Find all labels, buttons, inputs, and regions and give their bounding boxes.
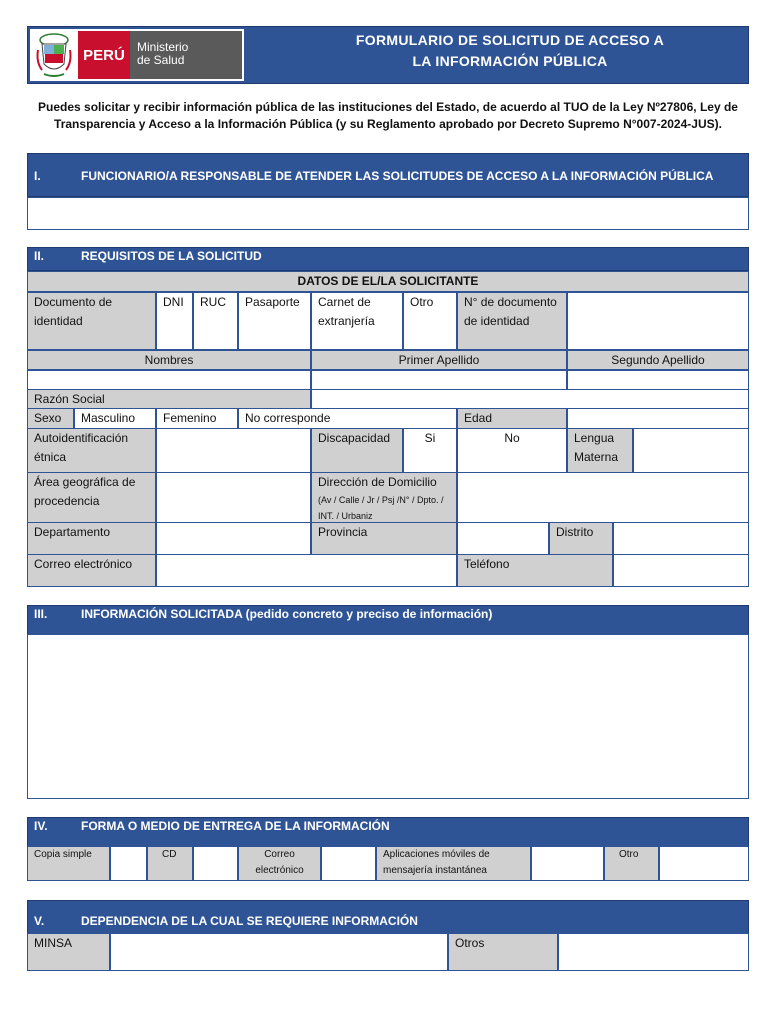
cd-checkbox[interactable]	[193, 846, 238, 881]
correo-label	[27, 554, 156, 587]
section-2-title: REQUISITOS DE LA SOLICITUD	[81, 249, 262, 263]
otros-label-text: Otros	[455, 936, 485, 950]
direccion-label	[311, 472, 457, 523]
applicant-data-title	[27, 271, 749, 292]
lengua-materna-field[interactable]	[633, 428, 749, 473]
copia-simple-checkbox[interactable]	[110, 846, 147, 881]
section-3-number: III.	[34, 607, 48, 621]
discapacidad-si-option[interactable]	[403, 428, 457, 473]
lengua-materna-label-text: Lengua Materna	[574, 431, 619, 464]
area-geografica-label-text: Área geográfica de procedencia	[34, 475, 136, 508]
form-title-line-1: FORMULARIO DE SOLICITUD DE ACCESO A	[355, 32, 665, 48]
otro-entrega-label-text: Otro	[619, 849, 639, 860]
distrito-label-text: Distrito	[556, 525, 594, 539]
section-5-number: V.	[34, 914, 45, 928]
minsa-label-text: MINSA	[34, 936, 73, 950]
section-4-number: IV.	[34, 819, 48, 833]
minsa-label	[27, 933, 110, 971]
segundo-apellido-label: Segundo Apellido	[611, 353, 705, 367]
doc-number-label-text: N° de documento de identidad	[464, 295, 557, 328]
correo-entrega-checkbox[interactable]	[321, 846, 376, 881]
otro-entrega-field[interactable]	[659, 846, 749, 881]
lengua-materna-label	[567, 428, 633, 473]
primer-apellido-field[interactable]	[311, 370, 567, 390]
razon-social-field[interactable]	[311, 389, 749, 409]
telefono-label	[457, 554, 613, 587]
pasaporte-label: Pasaporte	[245, 295, 300, 309]
telefono-label-text: Teléfono	[464, 557, 510, 571]
distrito-field[interactable]	[613, 522, 749, 555]
otros-field[interactable]	[558, 933, 749, 971]
section-1-number: I.	[34, 169, 41, 183]
femenino-label: Femenino	[163, 411, 217, 425]
razon-social-label-text: Razón Social	[34, 392, 105, 406]
discapacidad-label-text: Discapacidad	[318, 431, 391, 445]
apps-label-text: Aplicaciones móviles de mensajería instantánea	[383, 849, 490, 876]
minsa-field[interactable]	[110, 933, 448, 971]
segundo-apellido-header	[567, 350, 749, 370]
si-label: Si	[424, 431, 436, 445]
dni-option[interactable]	[156, 292, 193, 350]
no-label: No	[504, 431, 520, 445]
correo-entrega-label-text: Correo electrónico	[255, 849, 304, 876]
telefono-field[interactable]	[613, 554, 749, 587]
nombres-field[interactable]	[27, 370, 311, 390]
pasaporte-option[interactable]	[238, 292, 311, 350]
masculino-label: Masculino	[81, 411, 136, 425]
direccion-field[interactable]	[457, 472, 749, 523]
edad-label-text: Edad	[464, 411, 493, 425]
requested-info-textarea[interactable]	[27, 634, 749, 799]
section-1-title: FUNCIONARIO/A RESPONSABLE DE ATENDER LAS SOLICITUDES DE ACCESO A LA INFORMACIÓN PÚBLICA	[81, 169, 714, 183]
edad-label	[457, 408, 567, 429]
section-3-title: INFORMACIÓN SOLICITADA (pedido concreto y preciso de información)	[81, 607, 493, 621]
carnet-option[interactable]	[311, 292, 403, 350]
intro-text: Puedes solicitar y recibir información pública de las instituciones del Estado, de acuerdo al TUO de la Ley Nº27806, Ley de Transparencia y Acceso a la Información Pública (y su Reglamento aprobado por Decreto Supremo N°007-2024-JUS).	[38, 100, 738, 131]
distrito-label	[549, 522, 613, 555]
coat-of-arms-icon	[34, 32, 74, 78]
ruc-option[interactable]	[193, 292, 238, 350]
ministry-brand	[130, 31, 242, 79]
no-corresponde-option[interactable]	[238, 408, 457, 429]
razon-social-label	[27, 389, 311, 409]
applicant-data-label: DATOS DE EL/LA SOLICITANTE	[297, 274, 479, 288]
autoidentificacion-label	[27, 428, 156, 473]
discapacidad-label	[311, 428, 403, 473]
femenino-option[interactable]	[156, 408, 238, 429]
area-geografica-field[interactable]	[156, 472, 311, 523]
responsible-official-field[interactable]	[27, 197, 749, 230]
section-3-header	[27, 605, 749, 635]
provincia-label-text: Provincia	[318, 525, 368, 539]
dni-label: DNI	[163, 295, 184, 309]
primer-apellido-label: Primer Apellido	[398, 353, 480, 367]
carnet-label: Carnet de extranjería	[318, 295, 375, 328]
section-2-number: II.	[34, 249, 45, 263]
section-2-header	[27, 247, 749, 271]
departamento-field[interactable]	[156, 522, 311, 555]
section-4-title: FORMA O MEDIO DE ENTREGA DE LA INFORMACIÓN	[81, 819, 390, 833]
primer-apellido-header	[311, 350, 567, 370]
section-1-header	[27, 153, 749, 197]
apps-checkbox[interactable]	[531, 846, 604, 881]
sexo-label	[27, 408, 74, 429]
direccion-hint: (Av / Calle / Jr / Psj /N° / Dpto. / INT. / Urbaniz	[318, 495, 444, 521]
copia-simple-label	[27, 846, 110, 881]
copia-simple-label-text: Copia simple	[34, 849, 92, 860]
otros-label	[448, 933, 558, 971]
edad-field[interactable]	[567, 408, 749, 429]
doc-type-label-text: Documento de identidad	[34, 295, 113, 328]
autoidentificacion-label-text: Autoidentificación étnica	[34, 431, 129, 464]
ministry-line-2: de Salud	[137, 53, 185, 67]
section-5-title: DEPENDENCIA DE LA CUAL SE REQUIERE INFORMACIÓN	[81, 914, 418, 928]
doc-type-label	[27, 292, 156, 350]
ruc-label: RUC	[200, 295, 226, 309]
correo-field[interactable]	[156, 554, 457, 587]
departamento-label-text: Departamento	[34, 525, 111, 539]
no-corresponde-label: No corresponde	[245, 411, 331, 425]
provincia-field[interactable]	[457, 522, 549, 555]
ministry-line-1: Ministerio	[137, 40, 189, 54]
apps-label	[376, 846, 531, 881]
cd-label	[147, 846, 193, 881]
correo-label-text: Correo electrónico	[34, 557, 133, 571]
cd-label-text: CD	[162, 849, 177, 860]
correo-entrega-label	[238, 846, 321, 881]
nombres-label: Nombres	[144, 353, 194, 367]
otro-entrega-label	[604, 846, 659, 881]
segundo-apellido-field[interactable]	[567, 370, 749, 390]
peru-brand: PERÚ	[78, 31, 130, 79]
section-5-header	[27, 900, 749, 934]
area-geografica-label	[27, 472, 156, 523]
direccion-label-text: Dirección de Domicilio	[318, 475, 437, 489]
otro-doc-label: Otro	[410, 295, 434, 309]
discapacidad-no-option[interactable]	[457, 428, 567, 473]
nombres-header	[27, 350, 311, 370]
sexo-label-text: Sexo	[34, 411, 62, 425]
form-title	[300, 30, 720, 72]
masculino-option[interactable]	[74, 408, 156, 429]
departamento-label	[27, 522, 156, 555]
form-title-line-2: LA INFORMACIÓN PÚBLICA	[412, 53, 608, 69]
doc-number-field[interactable]	[567, 292, 749, 350]
section-4-header	[27, 817, 749, 847]
doc-number-label	[457, 292, 567, 350]
autoidentificacion-field[interactable]	[156, 428, 311, 473]
provincia-label	[311, 522, 457, 555]
otro-doc-option[interactable]	[403, 292, 457, 350]
